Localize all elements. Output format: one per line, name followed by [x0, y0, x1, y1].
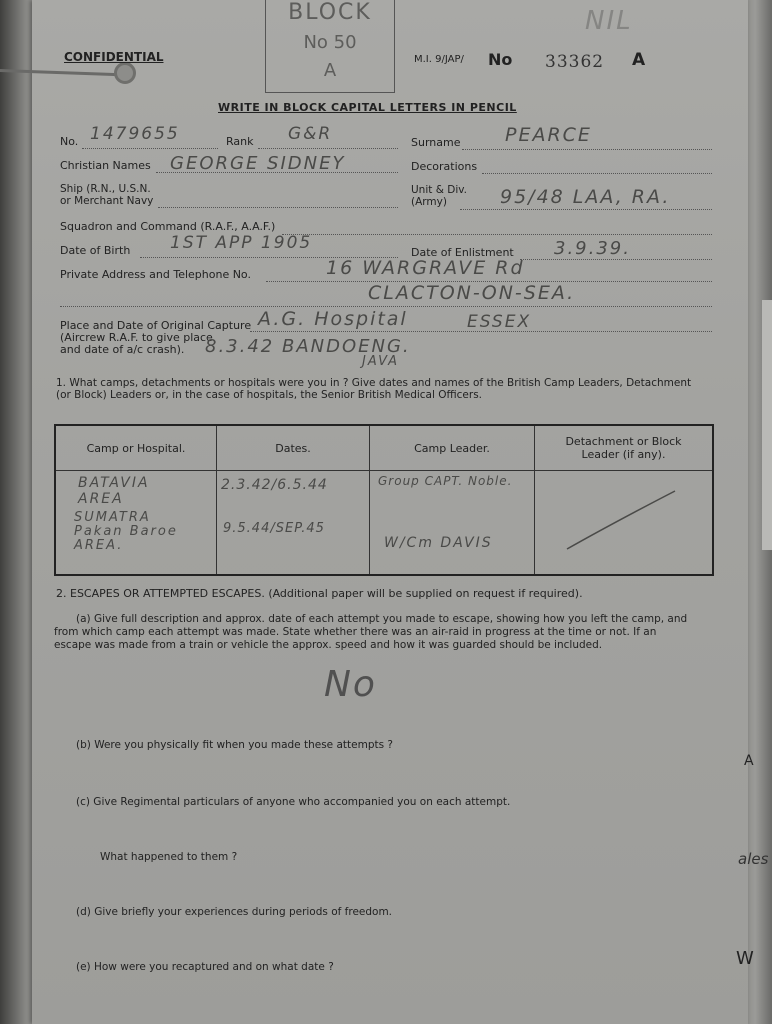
q2e-text: (e) How were you recaptured and on what date ?: [76, 961, 334, 973]
nil-annotation: NIL: [585, 6, 633, 36]
q2a-text-1: (a) Give full description and approx. date of each attempt you made to escape, showing how you left the camp, and: [76, 613, 688, 625]
decorations-line: [482, 173, 712, 174]
capture-value-1: A.G. Hospital: [258, 308, 408, 330]
margin-fragment-1: A: [744, 753, 754, 769]
rank-label: Rank: [226, 135, 254, 148]
ship-label-2: or Merchant Navy: [60, 195, 154, 207]
eyelet-icon: [114, 62, 136, 84]
ship-line: [158, 207, 398, 208]
header-camp: Camp or Hospital.: [55, 425, 217, 471]
q2a-text-2: from which camp each attempt was made. State whether there was an air-raid in progress at the time or not. If an: [54, 626, 657, 638]
q2d-text: (d) Give briefly your experiences during periods of freedom.: [76, 906, 393, 918]
capture-label-3: and date of a/c crash).: [60, 343, 185, 356]
q2b-text: (b) Were you physically fit when you made these attempts ?: [76, 739, 393, 751]
cell-camps: [55, 471, 217, 576]
unit-value: 95/48 LAA, RA.: [500, 186, 671, 208]
capture-label-1: Place and Date of Original Capture: [60, 319, 252, 332]
address-label: Private Address and Telephone No.: [60, 268, 251, 281]
strike-mark-icon: [563, 485, 683, 555]
surname-line: [462, 149, 712, 150]
address-line-2: [60, 306, 712, 307]
squadron-label: Squadron and Command (R.A.F., A.A.F.): [60, 220, 276, 233]
leader-2: W/Cm DAVIS: [384, 535, 493, 551]
no-value: 1479655: [90, 124, 180, 144]
unit-line: [460, 209, 712, 210]
stamp-line-1: BLOCK: [288, 0, 372, 25]
header-detachment-leader: Detachment or Block Leader (if any).: [535, 425, 714, 471]
squadron-line: [282, 234, 712, 235]
enlistment-line: [520, 259, 712, 260]
dob-label: Date of Birth: [60, 244, 131, 257]
stamp-line-2: No 50: [303, 32, 357, 53]
next-page-highlight: [762, 300, 772, 550]
cell-dates: [217, 471, 370, 576]
dob-value: 1ST APP 1905: [170, 233, 313, 253]
q2a-answer: No: [324, 664, 377, 705]
serial-number: 33362: [545, 52, 605, 72]
margin-fragment-3: W: [736, 948, 754, 969]
cell-camp-leaders: [370, 471, 535, 576]
ship-label-1: Ship (R.N., U.S.N.: [60, 183, 151, 195]
address-value-1: 16 WARGRAVE Rd: [326, 257, 525, 279]
enlistment-value: 3.9.39.: [554, 238, 631, 259]
cell-detachment-leaders: [535, 471, 714, 576]
serial-suffix: A: [632, 50, 646, 70]
unit-label-1: Unit & Div.: [411, 184, 467, 196]
address-value-3: ESSEX: [467, 312, 532, 332]
form-reference: M.I. 9/JAP/: [414, 54, 464, 65]
q1-text-2: (or Block) Leaders or, in the case of hospitals, the Senior British Medical Officers.: [56, 389, 483, 401]
christian-names-value: GEORGE SIDNEY: [170, 153, 346, 174]
table-row: [55, 471, 713, 576]
capture-label-2: (Aircrew R.A.F. to give place: [60, 331, 213, 344]
surname-label: Surname: [411, 136, 461, 149]
rank-line: [258, 148, 398, 149]
leader-1: Group CAPT. Noble.: [378, 474, 513, 488]
camp-1: BATAVIA AREA: [78, 475, 150, 507]
q2c-followup: What happened to them ?: [100, 851, 238, 863]
header-dates: Dates.: [217, 425, 370, 471]
no-label: No.: [60, 135, 79, 148]
instruction-heading: WRITE IN BLOCK CAPITAL LETTERS IN PENCIL: [218, 101, 517, 114]
table-header-row: [55, 425, 713, 471]
q2c-text: (c) Give Regimental particulars of anyone who accompanied you on each attempt.: [76, 796, 511, 808]
rank-value: G&R: [288, 124, 333, 144]
camps-table: [54, 424, 714, 576]
dates-2: 9.5.44/SEP.45: [223, 521, 325, 536]
capture-value-2: 8.3.42 BANDOENG.: [205, 336, 411, 357]
camp-2: SUMATRA Pakan Baroe AREA.: [74, 510, 178, 553]
unit-label-2: (Army): [411, 196, 447, 208]
margin-fragment-2: ales: [738, 850, 769, 868]
no-line: [82, 148, 218, 149]
capture-value-3: JAVA: [362, 354, 399, 369]
q1-text-1: 1. What camps, detachments or hospitals were you in ? Give dates and names of the British Camp Leaders, Detachment: [56, 377, 692, 389]
decorations-label: Decorations: [411, 160, 478, 173]
string-tag: [0, 60, 40, 82]
address-value-2: CLACTON-ON-SEA.: [368, 282, 576, 304]
dates-1: 2.3.42/6.5.44: [221, 477, 328, 493]
block-stamp: [265, 0, 395, 93]
number-label: No: [488, 50, 513, 69]
enlistment-label: Date of Enlistment: [411, 246, 514, 259]
stamp-line-3: A: [323, 60, 337, 81]
surname-value: PEARCE: [505, 124, 592, 146]
confidential-label: CONFIDENTIAL: [64, 50, 164, 64]
christian-names-label: Christian Names: [60, 159, 151, 172]
q2a-text-3: escape was made from a train or vehicle the approx. speed and how it was guarded should be included.: [54, 639, 603, 651]
header-camp-leader: Camp Leader.: [370, 425, 535, 471]
q2-title: 2. ESCAPES OR ATTEMPTED ESCAPES. (Additional paper will be supplied on request if required).: [56, 587, 583, 600]
